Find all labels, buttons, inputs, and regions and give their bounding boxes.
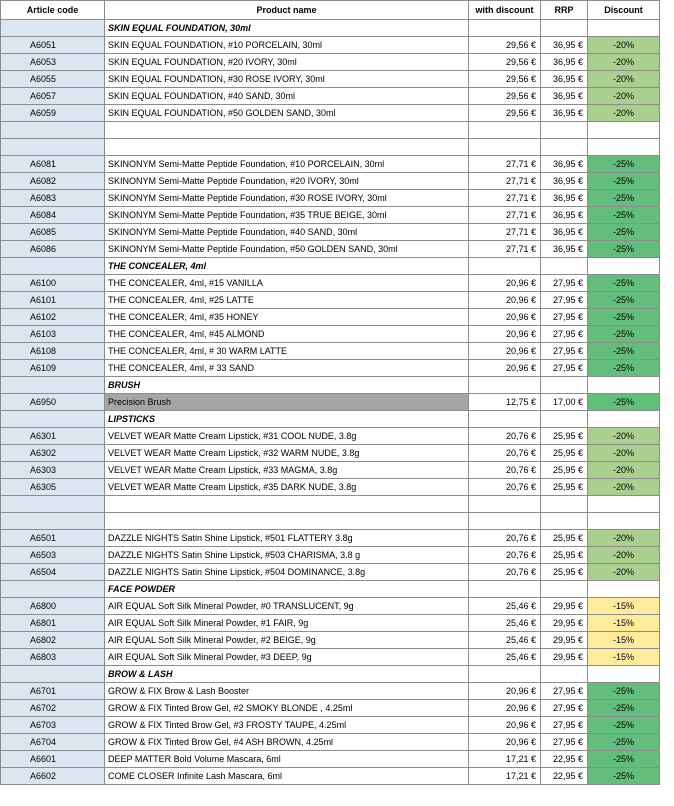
- article-code-cell[interactable]: A6703: [1, 717, 105, 734]
- with-discount-cell[interactable]: 17,21 €: [469, 768, 541, 785]
- product-name-cell[interactable]: SKIN EQUAL FOUNDATION, #30 ROSE IVORY, 30ml: [105, 71, 469, 88]
- empty-cell[interactable]: [469, 139, 541, 156]
- discount-cell[interactable]: -25%: [588, 207, 660, 224]
- product-name-cell[interactable]: SKINONYM Semi-Matte Peptide Foundation, #10 PORCELAIN, 30ml: [105, 156, 469, 173]
- discount-cell[interactable]: -25%: [588, 190, 660, 207]
- product-name-cell[interactable]: SKINONYM Semi-Matte Peptide Foundation, #30 ROSE IVORY, 30ml: [105, 190, 469, 207]
- article-code-cell[interactable]: [1, 666, 105, 683]
- product-name-cell[interactable]: GROW & FIX Tinted Brow Gel, #4 ASH BROWN, 4.25ml: [105, 734, 469, 751]
- product-name-cell[interactable]: GROW & FIX Brow & Lash Booster: [105, 683, 469, 700]
- discount-cell[interactable]: -25%: [588, 343, 660, 360]
- with-discount-cell[interactable]: 20,76 €: [469, 479, 541, 496]
- with-discount-cell[interactable]: 20,96 €: [469, 343, 541, 360]
- product-name-cell[interactable]: SKIN EQUAL FOUNDATION, #20 IVORY, 30ml: [105, 54, 469, 71]
- rrp-cell[interactable]: 25,95 €: [541, 445, 588, 462]
- empty-cell[interactable]: [469, 666, 541, 683]
- article-code-cell[interactable]: A6082: [1, 173, 105, 190]
- article-code-cell[interactable]: A6305: [1, 479, 105, 496]
- rrp-cell[interactable]: 36,95 €: [541, 207, 588, 224]
- column-header-with-discount[interactable]: with discount: [469, 1, 541, 20]
- rrp-cell[interactable]: 36,95 €: [541, 54, 588, 71]
- rrp-cell[interactable]: 36,95 €: [541, 37, 588, 54]
- article-code-cell[interactable]: A6053: [1, 54, 105, 71]
- discount-cell[interactable]: -25%: [588, 700, 660, 717]
- rrp-cell[interactable]: 29,95 €: [541, 615, 588, 632]
- product-name-cell[interactable]: DAZZLE NIGHTS Satin Shine Lipstick, #503 CHARISMA, 3.8 g: [105, 547, 469, 564]
- article-code-cell[interactable]: A6702: [1, 700, 105, 717]
- rrp-cell[interactable]: 29,95 €: [541, 598, 588, 615]
- rrp-cell[interactable]: 27,95 €: [541, 700, 588, 717]
- table-row: [1, 683, 660, 700]
- empty-cell[interactable]: [105, 139, 469, 156]
- table-row: [1, 649, 660, 666]
- article-code-cell[interactable]: A6059: [1, 105, 105, 122]
- article-code-cell[interactable]: A6803: [1, 649, 105, 666]
- rrp-cell[interactable]: 27,95 €: [541, 326, 588, 343]
- with-discount-cell[interactable]: 27,71 €: [469, 173, 541, 190]
- table-row: [1, 700, 660, 717]
- with-discount-cell[interactable]: 20,96 €: [469, 292, 541, 309]
- empty-cell[interactable]: [541, 666, 588, 683]
- rrp-cell[interactable]: 29,95 €: [541, 632, 588, 649]
- with-discount-cell[interactable]: 20,76 €: [469, 530, 541, 547]
- table-row: [1, 530, 660, 547]
- empty-cell[interactable]: [541, 377, 588, 394]
- with-discount-cell[interactable]: 27,71 €: [469, 241, 541, 258]
- rrp-cell[interactable]: 27,95 €: [541, 717, 588, 734]
- with-discount-cell[interactable]: 27,71 €: [469, 190, 541, 207]
- column-header-name[interactable]: Product name: [105, 1, 469, 20]
- blank-row: [1, 513, 660, 530]
- discount-cell[interactable]: -25%: [588, 224, 660, 241]
- discount-cell[interactable]: -25%: [588, 309, 660, 326]
- empty-cell[interactable]: [469, 20, 541, 37]
- empty-cell[interactable]: [588, 513, 660, 530]
- table-row: [1, 37, 660, 54]
- article-code-cell[interactable]: A6501: [1, 530, 105, 547]
- empty-cell[interactable]: [588, 496, 660, 513]
- discount-cell[interactable]: -25%: [588, 394, 660, 411]
- rrp-cell[interactable]: 27,95 €: [541, 734, 588, 751]
- article-code-cell[interactable]: A6055: [1, 71, 105, 88]
- product-name-cell[interactable]: VELVET WEAR Matte Cream Lipstick, #35 DARK NUDE, 3.8g: [105, 479, 469, 496]
- article-code-cell[interactable]: [1, 411, 105, 428]
- discount-cell[interactable]: -25%: [588, 717, 660, 734]
- discount-cell[interactable]: -20%: [588, 564, 660, 581]
- column-header-code[interactable]: Article code: [1, 1, 105, 20]
- article-code-cell[interactable]: A6303: [1, 462, 105, 479]
- empty-cell[interactable]: [588, 122, 660, 139]
- with-discount-cell[interactable]: 20,96 €: [469, 309, 541, 326]
- article-code-cell[interactable]: A6601: [1, 751, 105, 768]
- product-name-cell[interactable]: AIR EQUAL Soft Silk Mineral Powder, #1 FAIR, 9g: [105, 615, 469, 632]
- rrp-cell[interactable]: 25,95 €: [541, 547, 588, 564]
- with-discount-cell[interactable]: 25,46 €: [469, 598, 541, 615]
- product-name-cell[interactable]: DAZZLE NIGHTS Satin Shine Lipstick, #504 DOMINANCE, 3.8g: [105, 564, 469, 581]
- empty-cell[interactable]: [588, 411, 660, 428]
- rrp-cell[interactable]: 27,95 €: [541, 360, 588, 377]
- discount-cell[interactable]: -25%: [588, 326, 660, 343]
- with-discount-cell[interactable]: 20,76 €: [469, 445, 541, 462]
- with-discount-cell[interactable]: 29,56 €: [469, 71, 541, 88]
- table-row: [1, 768, 660, 785]
- section-title[interactable]: LIPSTICKS: [105, 411, 469, 428]
- empty-cell[interactable]: [469, 258, 541, 275]
- section-header-row: [1, 411, 660, 428]
- product-name-cell[interactable]: GROW & FIX Tinted Brow Gel, #2 SMOKY BLONDE , 4.25ml: [105, 700, 469, 717]
- discount-cell[interactable]: -20%: [588, 445, 660, 462]
- empty-cell[interactable]: [469, 496, 541, 513]
- discount-cell[interactable]: -25%: [588, 360, 660, 377]
- product-name-cell[interactable]: AIR EQUAL Soft Silk Mineral Powder, #2 BEIGE, 9g: [105, 632, 469, 649]
- discount-cell[interactable]: -20%: [588, 71, 660, 88]
- table-row: [1, 156, 660, 173]
- product-name-cell[interactable]: GROW & FIX Tinted Brow Gel, #3 FROSTY TAUPE, 4.25ml: [105, 717, 469, 734]
- with-discount-cell[interactable]: 29,56 €: [469, 105, 541, 122]
- discount-cell[interactable]: -15%: [588, 649, 660, 666]
- discount-cell[interactable]: -20%: [588, 479, 660, 496]
- article-code-cell[interactable]: A6802: [1, 632, 105, 649]
- product-name-cell[interactable]: DAZZLE NIGHTS Satin Shine Lipstick, #501 FLATTERY 3.8g: [105, 530, 469, 547]
- with-discount-cell[interactable]: 12,75 €: [469, 394, 541, 411]
- article-code-cell[interactable]: A6102: [1, 309, 105, 326]
- product-name-cell[interactable]: SKIN EQUAL FOUNDATION, #10 PORCELAIN, 30ml: [105, 37, 469, 54]
- article-code-cell[interactable]: A6302: [1, 445, 105, 462]
- product-name-cell[interactable]: VELVET WEAR Matte Cream Lipstick, #32 WARM NUDE, 3.8g: [105, 445, 469, 462]
- table-row: [1, 598, 660, 615]
- rrp-cell[interactable]: 36,95 €: [541, 71, 588, 88]
- table-row: [1, 734, 660, 751]
- article-code-cell[interactable]: A6086: [1, 241, 105, 258]
- discount-cell[interactable]: -20%: [588, 105, 660, 122]
- with-discount-cell[interactable]: 20,96 €: [469, 275, 541, 292]
- rrp-cell[interactable]: 27,95 €: [541, 292, 588, 309]
- with-discount-cell[interactable]: 25,46 €: [469, 649, 541, 666]
- table-row: [1, 615, 660, 632]
- table-row: [1, 632, 660, 649]
- article-code-cell[interactable]: A6801: [1, 615, 105, 632]
- rrp-cell[interactable]: 27,95 €: [541, 343, 588, 360]
- article-code-cell[interactable]: A6084: [1, 207, 105, 224]
- with-discount-cell[interactable]: 20,76 €: [469, 547, 541, 564]
- article-code-cell[interactable]: [1, 20, 105, 37]
- discount-cell[interactable]: -20%: [588, 547, 660, 564]
- article-code-cell[interactable]: A6602: [1, 768, 105, 785]
- discount-cell[interactable]: -25%: [588, 275, 660, 292]
- with-discount-cell[interactable]: 20,76 €: [469, 462, 541, 479]
- empty-cell[interactable]: [588, 139, 660, 156]
- discount-cell[interactable]: -20%: [588, 37, 660, 54]
- empty-cell[interactable]: [541, 139, 588, 156]
- rrp-cell[interactable]: 27,95 €: [541, 275, 588, 292]
- table-row: [1, 88, 660, 105]
- product-name-cell[interactable]: VELVET WEAR Matte Cream Lipstick, #31 COOL NUDE, 3.8g: [105, 428, 469, 445]
- rrp-cell[interactable]: 22,95 €: [541, 751, 588, 768]
- empty-cell[interactable]: [469, 122, 541, 139]
- product-name-cell[interactable]: SKINONYM Semi-Matte Peptide Foundation, #35 TRUE BEIGE, 30ml: [105, 207, 469, 224]
- table-row: [1, 309, 660, 326]
- empty-cell[interactable]: [541, 581, 588, 598]
- article-code-cell[interactable]: A6081: [1, 156, 105, 173]
- with-discount-cell[interactable]: 27,71 €: [469, 156, 541, 173]
- with-discount-cell[interactable]: 25,46 €: [469, 615, 541, 632]
- table-row: [1, 275, 660, 292]
- section-header-row: [1, 581, 660, 598]
- table-row: [1, 71, 660, 88]
- with-discount-cell[interactable]: 20,76 €: [469, 564, 541, 581]
- rrp-cell[interactable]: 27,95 €: [541, 309, 588, 326]
- rrp-cell[interactable]: 36,95 €: [541, 241, 588, 258]
- table-row: [1, 428, 660, 445]
- empty-cell[interactable]: [469, 411, 541, 428]
- empty-cell[interactable]: [588, 377, 660, 394]
- table-row: [1, 751, 660, 768]
- discount-cell[interactable]: -20%: [588, 88, 660, 105]
- table-row: [1, 173, 660, 190]
- table-row: [1, 445, 660, 462]
- with-discount-cell[interactable]: 25,46 €: [469, 632, 541, 649]
- with-discount-cell[interactable]: 20,96 €: [469, 734, 541, 751]
- product-name-cell[interactable]: THE CONCEALER, 4ml, #25 LATTE: [105, 292, 469, 309]
- rrp-cell[interactable]: 27,95 €: [541, 683, 588, 700]
- product-name-cell[interactable]: AIR EQUAL Soft Silk Mineral Powder, #3 DEEP, 9g: [105, 649, 469, 666]
- rrp-cell[interactable]: 29,95 €: [541, 649, 588, 666]
- article-code-cell[interactable]: A6051: [1, 37, 105, 54]
- table-row: [1, 462, 660, 479]
- article-code-cell[interactable]: [1, 513, 105, 530]
- with-discount-cell[interactable]: 29,56 €: [469, 37, 541, 54]
- rrp-cell[interactable]: 25,95 €: [541, 564, 588, 581]
- article-code-cell[interactable]: A6103: [1, 326, 105, 343]
- article-code-cell[interactable]: [1, 139, 105, 156]
- empty-cell[interactable]: [469, 581, 541, 598]
- empty-cell[interactable]: [105, 513, 469, 530]
- section-header-row: [1, 377, 660, 394]
- table-row: [1, 564, 660, 581]
- blank-row: [1, 139, 660, 156]
- rrp-cell[interactable]: 36,95 €: [541, 224, 588, 241]
- article-code-cell[interactable]: A6503: [1, 547, 105, 564]
- with-discount-cell[interactable]: 27,71 €: [469, 224, 541, 241]
- rrp-cell[interactable]: 36,95 €: [541, 105, 588, 122]
- article-code-cell[interactable]: A6950: [1, 394, 105, 411]
- rrp-cell[interactable]: 25,95 €: [541, 462, 588, 479]
- product-name-cell[interactable]: DEEP MATTER Bold Volume Mascara, 6ml: [105, 751, 469, 768]
- rrp-cell[interactable]: 22,95 €: [541, 768, 588, 785]
- section-title[interactable]: SKIN EQUAL FOUNDATION, 30ml: [105, 20, 469, 37]
- section-header-row: [1, 20, 660, 37]
- product-name-cell[interactable]: SKINONYM Semi-Matte Peptide Foundation, #40 SAND, 30ml: [105, 224, 469, 241]
- discount-cell[interactable]: -20%: [588, 530, 660, 547]
- article-code-cell[interactable]: A6701: [1, 683, 105, 700]
- article-code-cell[interactable]: [1, 377, 105, 394]
- product-name-cell[interactable]: SKINONYM Semi-Matte Peptide Foundation, #50 GOLDEN SAND, 30ml: [105, 241, 469, 258]
- empty-cell[interactable]: [541, 496, 588, 513]
- empty-cell[interactable]: [588, 20, 660, 37]
- table-row: [1, 54, 660, 71]
- discount-cell[interactable]: -25%: [588, 751, 660, 768]
- article-code-cell[interactable]: A6800: [1, 598, 105, 615]
- table-row: [1, 547, 660, 564]
- article-code-cell[interactable]: [1, 581, 105, 598]
- article-code-cell[interactable]: A6301: [1, 428, 105, 445]
- product-name-cell[interactable]: THE CONCEALER, 4ml, # 30 WARM LATTE: [105, 343, 469, 360]
- discount-cell[interactable]: -25%: [588, 156, 660, 173]
- article-code-cell[interactable]: [1, 258, 105, 275]
- discount-cell[interactable]: -20%: [588, 428, 660, 445]
- product-name-cell[interactable]: THE CONCEALER, 4ml, #35 HONEY: [105, 309, 469, 326]
- discount-cell[interactable]: -25%: [588, 241, 660, 258]
- column-header-rrp[interactable]: RRP: [541, 1, 588, 20]
- rrp-cell[interactable]: 36,95 €: [541, 173, 588, 190]
- discount-cell[interactable]: -25%: [588, 734, 660, 751]
- empty-cell[interactable]: [588, 666, 660, 683]
- empty-cell[interactable]: [541, 513, 588, 530]
- discount-cell[interactable]: -25%: [588, 768, 660, 785]
- rrp-cell[interactable]: 36,95 €: [541, 88, 588, 105]
- discount-cell[interactable]: -15%: [588, 598, 660, 615]
- table-row: [1, 326, 660, 343]
- section-header-row: [1, 666, 660, 683]
- empty-cell[interactable]: [469, 513, 541, 530]
- empty-cell[interactable]: [541, 20, 588, 37]
- product-name-cell[interactable]: COME CLOSER Infinite Lash Mascara, 6ml: [105, 768, 469, 785]
- rrp-cell[interactable]: 25,95 €: [541, 479, 588, 496]
- with-discount-cell[interactable]: 17,21 €: [469, 751, 541, 768]
- empty-cell[interactable]: [541, 258, 588, 275]
- table-row: [1, 394, 660, 411]
- section-title[interactable]: BRUSH: [105, 377, 469, 394]
- column-header-row: [1, 1, 660, 20]
- discount-cell[interactable]: -15%: [588, 615, 660, 632]
- table-row: [1, 292, 660, 309]
- with-discount-cell[interactable]: 20,76 €: [469, 428, 541, 445]
- empty-cell[interactable]: [469, 377, 541, 394]
- article-code-cell[interactable]: A6057: [1, 88, 105, 105]
- product-name-cell[interactable]: Precision Brush: [105, 394, 469, 411]
- article-code-cell[interactable]: [1, 496, 105, 513]
- with-discount-cell[interactable]: 27,71 €: [469, 207, 541, 224]
- with-discount-cell[interactable]: 20,96 €: [469, 700, 541, 717]
- rrp-cell[interactable]: 25,95 €: [541, 428, 588, 445]
- column-header-discount[interactable]: Discount: [588, 1, 660, 20]
- with-discount-cell[interactable]: 20,96 €: [469, 683, 541, 700]
- rrp-cell[interactable]: 36,95 €: [541, 156, 588, 173]
- product-name-cell[interactable]: THE CONCEALER, 4ml, #15 VANILLA: [105, 275, 469, 292]
- section-title[interactable]: FACE POWDER: [105, 581, 469, 598]
- article-code-cell[interactable]: A6100: [1, 275, 105, 292]
- empty-cell[interactable]: [588, 581, 660, 598]
- article-code-cell[interactable]: A6085: [1, 224, 105, 241]
- article-code-cell[interactable]: A6101: [1, 292, 105, 309]
- discount-cell[interactable]: -20%: [588, 462, 660, 479]
- with-discount-cell[interactable]: 29,56 €: [469, 88, 541, 105]
- article-code-cell[interactable]: A6083: [1, 190, 105, 207]
- empty-cell[interactable]: [105, 122, 469, 139]
- product-name-cell[interactable]: SKIN EQUAL FOUNDATION, #50 GOLDEN SAND, 30ml: [105, 105, 469, 122]
- empty-cell[interactable]: [541, 411, 588, 428]
- empty-cell[interactable]: [105, 496, 469, 513]
- discount-cell[interactable]: -25%: [588, 173, 660, 190]
- discount-cell[interactable]: -25%: [588, 683, 660, 700]
- blank-row: [1, 496, 660, 513]
- rrp-cell[interactable]: 17,00 €: [541, 394, 588, 411]
- empty-cell[interactable]: [541, 122, 588, 139]
- table-row: [1, 479, 660, 496]
- article-code-cell[interactable]: [1, 122, 105, 139]
- section-title[interactable]: BROW & LASH: [105, 666, 469, 683]
- with-discount-cell[interactable]: 20,96 €: [469, 360, 541, 377]
- product-name-cell[interactable]: VELVET WEAR Matte Cream Lipstick, #33 MAGMA, 3.8g: [105, 462, 469, 479]
- table-row: [1, 360, 660, 377]
- with-discount-cell[interactable]: 29,56 €: [469, 54, 541, 71]
- table-row: [1, 343, 660, 360]
- section-header-row: [1, 258, 660, 275]
- article-code-cell[interactable]: A6108: [1, 343, 105, 360]
- table-body: [1, 20, 660, 785]
- product-name-cell[interactable]: SKINONYM Semi-Matte Peptide Foundation, #20 IVORY, 30ml: [105, 173, 469, 190]
- table-row: [1, 190, 660, 207]
- rrp-cell[interactable]: 36,95 €: [541, 190, 588, 207]
- article-code-cell[interactable]: A6109: [1, 360, 105, 377]
- discount-cell[interactable]: -25%: [588, 292, 660, 309]
- blank-row: [1, 122, 660, 139]
- discount-cell[interactable]: -20%: [588, 54, 660, 71]
- table-row: [1, 207, 660, 224]
- section-title[interactable]: THE CONCEALER, 4ml: [105, 258, 469, 275]
- with-discount-cell[interactable]: 20,96 €: [469, 326, 541, 343]
- table-row: [1, 105, 660, 122]
- product-name-cell[interactable]: THE CONCEALER, 4ml, # 33 SAND: [105, 360, 469, 377]
- discount-cell[interactable]: -15%: [588, 632, 660, 649]
- with-discount-cell[interactable]: 20,96 €: [469, 717, 541, 734]
- table-row: [1, 224, 660, 241]
- table-row: [1, 717, 660, 734]
- rrp-cell[interactable]: 25,95 €: [541, 530, 588, 547]
- article-code-cell[interactable]: A6704: [1, 734, 105, 751]
- product-name-cell[interactable]: AIR EQUAL Soft Silk Mineral Powder, #0 TRANSLUCENT, 9g: [105, 598, 469, 615]
- product-name-cell[interactable]: SKIN EQUAL FOUNDATION, #40 SAND, 30ml: [105, 88, 469, 105]
- article-code-cell[interactable]: A6504: [1, 564, 105, 581]
- product-name-cell[interactable]: THE CONCEALER, 4ml, #45 ALMOND: [105, 326, 469, 343]
- empty-cell[interactable]: [588, 258, 660, 275]
- table-row: [1, 241, 660, 258]
